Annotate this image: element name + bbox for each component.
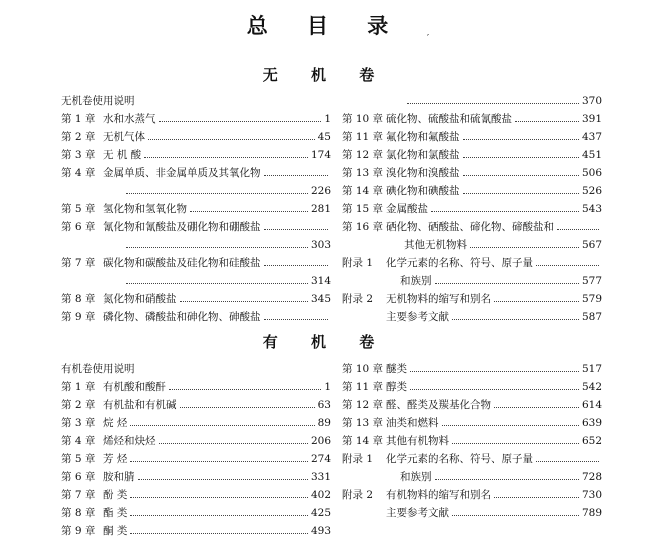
toc-entry[interactable]: [342, 360, 602, 378]
dot-leader: [130, 514, 308, 516]
toc-continuation-line[interactable]: [61, 272, 331, 290]
toc-entry[interactable]: [342, 504, 602, 522]
page-number: 89: [317, 417, 331, 429]
page-number: 542: [581, 381, 602, 393]
page-number: 281: [310, 203, 331, 215]
inorganic-right-list: [342, 92, 602, 326]
page-number: 517: [581, 363, 602, 375]
page-number: 543: [581, 203, 602, 215]
chapter-number: 第 5 章: [61, 453, 96, 465]
chapter-number: 第 9 章: [61, 525, 96, 537]
organic-right-column: [342, 360, 602, 522]
page-number: 45: [317, 131, 331, 143]
entry-title: 醇类: [386, 381, 407, 393]
page-number: 567: [581, 239, 602, 251]
entry-title: 有机酸和酸酐: [103, 381, 166, 393]
entry-title: 醚类: [386, 363, 407, 375]
entry-title: 氮化物和硝酸盐: [103, 293, 177, 305]
chapter-number: 附录 2: [342, 293, 374, 305]
chapter-number: 第 16 章: [342, 221, 384, 233]
dot-leader: [130, 496, 308, 498]
dot-leader: [452, 318, 579, 320]
dot-leader: [159, 442, 308, 444]
entry-title: 有机盐和有机碱: [103, 399, 177, 411]
chapter-number: 第 7 章: [61, 489, 96, 501]
toc-entry[interactable]: [342, 378, 602, 396]
toc-entry[interactable]: [61, 396, 331, 414]
page-number: 451: [581, 149, 602, 161]
dot-leader: [494, 300, 579, 302]
toc-entry[interactable]: [342, 200, 602, 218]
chapter-number: 第 14 章: [342, 185, 384, 197]
entry-title: 酮 类: [103, 525, 128, 537]
entry-title: 无 机 酸: [103, 149, 142, 161]
dot-leader: [264, 318, 329, 320]
entry-title: 硒化物、硒酸盐、碲化物、碲酸盐和: [386, 221, 554, 233]
entry-title: 有机物料的缩写和别名: [386, 489, 491, 501]
chapter-number: 第 8 章: [61, 293, 96, 305]
inorganic-left-list: [61, 110, 331, 326]
chapter-number: 附录 1: [342, 257, 374, 269]
entry-title: 主要参考文献: [386, 311, 449, 323]
chapter-number: 附录 1: [342, 453, 374, 465]
chapter-number: 第 13 章: [342, 417, 384, 429]
page-number: 345: [310, 293, 331, 305]
organic-left-column: [61, 360, 331, 540]
page-number: 226: [310, 185, 331, 197]
dot-leader: [463, 174, 579, 176]
toc-entry[interactable]: [61, 290, 331, 308]
toc-entry[interactable]: [61, 200, 331, 218]
inorganic-volume-heading: 无 机 卷: [262, 66, 389, 84]
page-number: 614: [581, 399, 602, 411]
toc-entry[interactable]: [61, 414, 331, 432]
toc-entry[interactable]: [342, 164, 602, 182]
dot-leader: [126, 246, 308, 248]
page-number: 506: [581, 167, 602, 179]
entry-title: 和族别: [400, 275, 432, 287]
chapter-number: 第 2 章: [61, 399, 96, 411]
dot-leader: [159, 120, 322, 122]
entry-title: 其他无机物料: [404, 239, 467, 251]
page-number: 331: [310, 471, 331, 483]
chapter-number: 第 3 章: [61, 417, 96, 429]
chapter-number: 第 15 章: [342, 203, 384, 215]
stray-mark: ′: [427, 34, 430, 44]
page-number: 730: [581, 489, 602, 501]
dot-leader: [169, 388, 321, 390]
dot-leader: [190, 210, 308, 212]
entry-title: 无机气体: [103, 131, 145, 143]
entry-title: 有机卷使用说明: [61, 363, 135, 375]
toc-entry[interactable]: [342, 218, 602, 236]
entry-title: 水和水蒸气: [103, 113, 156, 125]
toc-entry[interactable]: [61, 468, 331, 486]
entry-title: 酯 类: [103, 507, 128, 519]
entry-title: 金属酸盐: [386, 203, 428, 215]
toc-entry[interactable]: [342, 486, 602, 504]
dot-leader: [435, 478, 579, 480]
page-number: 63: [317, 399, 331, 411]
dot-leader: [264, 264, 329, 266]
page-number: 370: [581, 95, 602, 107]
toc-entry[interactable]: [61, 308, 331, 326]
chapter-number: 第 4 章: [61, 435, 96, 447]
toc-entry[interactable]: [342, 110, 602, 128]
page-number: 402: [310, 489, 331, 501]
entry-title: 磷化物、磷酸盐和砷化物、砷酸盐: [103, 311, 261, 323]
page-number: 789: [581, 507, 602, 519]
toc-entry[interactable]: [342, 396, 602, 414]
dot-leader: [126, 192, 308, 194]
dot-leader: [515, 120, 579, 122]
chapter-number: 第 1 章: [61, 381, 96, 393]
chapter-number: 第 12 章: [342, 149, 384, 161]
dot-leader: [410, 388, 579, 390]
toc-entry[interactable]: [61, 128, 331, 146]
toc-entry[interactable]: [342, 450, 602, 468]
chapter-number: 第 6 章: [61, 221, 96, 233]
organic-right-list: [342, 360, 602, 522]
toc-entry[interactable]: [61, 146, 331, 164]
entry-title: 无机物料的缩写和别名: [386, 293, 491, 305]
page-title: 总 目 录: [246, 13, 405, 38]
dot-leader: [264, 228, 329, 230]
chapter-number: 第 6 章: [61, 471, 96, 483]
entry-title: 其他有机物料: [386, 435, 449, 447]
toc-entry[interactable]: [342, 432, 602, 450]
entry-title: 醛、醛类及羰基化合物: [386, 399, 491, 411]
entry-title: 溴化物和溴酸盐: [386, 167, 460, 179]
toc-entry[interactable]: [61, 486, 331, 504]
entry-title: 化学元素的名称、符号、原子量: [386, 257, 533, 269]
chapter-number: 第 7 章: [61, 257, 96, 269]
entry-title: 烷 烃: [103, 417, 128, 429]
chapter-number: 第 11 章: [342, 381, 384, 393]
dot-leader: [410, 370, 579, 372]
inorganic-right-column: [342, 92, 602, 326]
organic-left-list: [61, 378, 331, 540]
page-number: 587: [581, 311, 602, 323]
toc-continuation-line[interactable]: [61, 182, 331, 200]
chapter-number: 第 4 章: [61, 167, 96, 179]
chapter-number: 第 5 章: [61, 203, 96, 215]
page-number: 174: [310, 149, 331, 161]
toc-continuation-line[interactable]: [342, 468, 602, 486]
page-number: 493: [310, 525, 331, 537]
chapter-number: 第 14 章: [342, 435, 384, 447]
toc-entry[interactable]: [342, 308, 602, 326]
dot-leader: [536, 460, 599, 462]
page-number: 652: [581, 435, 602, 447]
chapter-number: 第 3 章: [61, 149, 96, 161]
entry-title: 金属单质、非金属单质及其氧化物: [103, 167, 261, 179]
page-number: 728: [581, 471, 602, 483]
entry-title: 主要参考文献: [386, 507, 449, 519]
entry-title: 芳 烃: [103, 453, 128, 465]
chapter-number: 第 13 章: [342, 167, 384, 179]
page-number: 1: [324, 381, 331, 393]
page-number: 425: [310, 507, 331, 519]
page-number: 1: [324, 113, 331, 125]
dot-leader: [431, 210, 579, 212]
dot-leader: [130, 460, 308, 462]
entry-title: 和族别: [400, 471, 432, 483]
organic-usage-note[interactable]: [61, 360, 331, 378]
toc-continuation-line[interactable]: [342, 272, 602, 290]
dot-leader: [494, 406, 579, 408]
entry-title: 碳化物和碳酸盐及硅化物和硅酸盐: [103, 257, 261, 269]
toc-continuation-line[interactable]: [342, 92, 602, 110]
chapter-number: 第 9 章: [61, 311, 96, 323]
page-number: 303: [310, 239, 331, 251]
toc-entry[interactable]: [342, 254, 602, 272]
chapter-number: 第 11 章: [342, 131, 384, 143]
toc-entry[interactable]: [61, 378, 331, 396]
inorganic-usage-note[interactable]: [61, 92, 331, 110]
entry-title: 碘化物和碘酸盐: [386, 185, 460, 197]
page-number: 526: [581, 185, 602, 197]
dot-leader: [442, 424, 579, 426]
page-number: 639: [581, 417, 602, 429]
dot-leader: [452, 442, 579, 444]
dot-leader: [180, 300, 308, 302]
toc-entry[interactable]: [61, 522, 331, 540]
dot-leader: [180, 406, 315, 408]
entry-title: 烯烃和炔烃: [103, 435, 156, 447]
page-number: 437: [581, 131, 602, 143]
entry-title: 酚 类: [103, 489, 128, 501]
chapter-number: 附录 2: [342, 489, 374, 501]
dot-leader: [452, 514, 579, 516]
dot-leader: [144, 156, 308, 158]
dot-leader: [148, 138, 315, 140]
chapter-number: 第 12 章: [342, 399, 384, 411]
toc-entry[interactable]: [342, 128, 602, 146]
toc-entry[interactable]: [342, 182, 602, 200]
entry-title: 化学元素的名称、符号、原子量: [386, 453, 533, 465]
toc-entry[interactable]: [61, 450, 331, 468]
chapter-number: 第 2 章: [61, 131, 96, 143]
dot-leader: [138, 478, 308, 480]
page-number: 577: [581, 275, 602, 287]
organic-volume-heading: 有 机 卷: [262, 333, 389, 351]
dot-leader: [494, 496, 579, 498]
toc-entry[interactable]: [342, 414, 602, 432]
toc-continuation-line[interactable]: [342, 236, 602, 254]
chapter-number: 第 10 章: [342, 113, 384, 125]
entry-title: 无机卷使用说明: [61, 95, 135, 107]
dot-leader: [407, 102, 579, 104]
dot-leader: [463, 192, 579, 194]
entry-title: 氰化物和氰酸盐及硼化物和硼酸盐: [103, 221, 261, 233]
toc-entry[interactable]: [61, 164, 331, 182]
dot-leader: [264, 174, 329, 176]
entry-title: 氯化物和氯酸盐: [386, 149, 460, 161]
toc-entry[interactable]: [61, 218, 331, 236]
chapter-number: 第 1 章: [61, 113, 96, 125]
toc-entry[interactable]: [342, 290, 602, 308]
dot-leader: [470, 246, 579, 248]
entry-title: 胺和腈: [103, 471, 135, 483]
toc-continuation-line[interactable]: [61, 236, 331, 254]
dot-leader: [536, 264, 599, 266]
page-number: 206: [310, 435, 331, 447]
dot-leader: [130, 424, 314, 426]
toc-entry[interactable]: [61, 504, 331, 522]
dot-leader: [126, 282, 308, 284]
dot-leader: [130, 532, 308, 534]
entry-title: 油类和燃料: [386, 417, 439, 429]
entry-title: 氟化物和氟酸盐: [386, 131, 460, 143]
dot-leader: [557, 228, 599, 230]
toc-entry[interactable]: [342, 146, 602, 164]
page-number: 391: [581, 113, 602, 125]
dot-leader: [435, 282, 579, 284]
page-number: 274: [310, 453, 331, 465]
chapter-number: 第 10 章: [342, 363, 384, 375]
entry-title: 硫化物、硫酸盐和硫氰酸盐: [386, 113, 512, 125]
dot-leader: [463, 138, 579, 140]
toc-entry[interactable]: [61, 254, 331, 272]
toc-entry[interactable]: [61, 110, 331, 128]
page-number: 579: [581, 293, 602, 305]
entry-title: 氢化物和氢氧化物: [103, 203, 187, 215]
toc-entry[interactable]: [61, 432, 331, 450]
inorganic-left-column: [61, 92, 331, 326]
dot-leader: [463, 156, 579, 158]
page-number: 314: [310, 275, 331, 287]
chapter-number: 第 8 章: [61, 507, 96, 519]
